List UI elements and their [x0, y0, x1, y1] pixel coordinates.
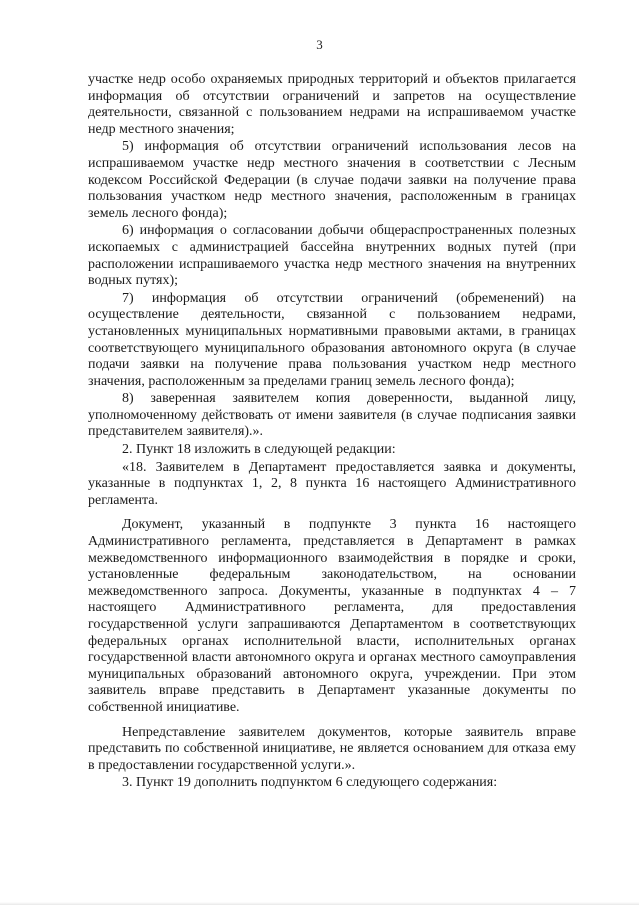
paragraph-clause-2: 2. Пункт 18 изложить в следующей редакции: [122, 442, 396, 458]
paragraph-clause-18: «18. Заявителем в Департамент предоставляется заявка и документы, указанные в подпунктах 1, 2, 8 пункта 16 настоящего Административного регламента. [88, 459, 576, 508]
paragraph-item-6: 6) информация о согласовании добычи общераспространенных полезных ископаемых с администрацией бассейна внутренних водных путей (при расположении испрашиваемого участка недр местного значения на внутренних водных путях); [88, 223, 576, 289]
paragraph-document-interagency: Документ, указанный в подпункте 3 пункта 16 настоящего Административного регламента, представляется в Департамент в рамках межведомственного информационного взаимодействия в порядке и сроки, установленные федеральным законодательством, на основании межведомственного запроса. Документы, указанные в подпунктах 4 – 7 настоящего Административного регламента, для предоставления государственной услуги запрашиваются Департаментом в соответствующих федеральных органах исполнительной власти, исполнительных органах государственной власти автономного округа и органах местного самоуправления муниципальных образований автономного округа, учреждении. При этом заявитель вправе представить в Департамент указанные документы по собственной инициативе. [88, 517, 576, 715]
document-body [88, 72, 576, 793]
paragraph-clause-3: 3. Пункт 19 дополнить подпунктом 6 следующего содержания: [122, 775, 498, 791]
paragraph-item-5: 5) информация об отсутствии ограничений использования лесов на испрашиваемом участке недр местного значения в соответствии с Лесным кодексом Российской Федерации (в случае подачи заявки на получение права пользования участком недр местного значения, расположенным в границах земель лесного фонда); [88, 139, 576, 221]
page-number: 3 [316, 37, 323, 52]
paragraph-item-8: 8) заверенная заявителем копия доверенности, выданной лицу, уполномоченному действовать от имени заявителя (в случае подписания заявки представителем заявителя).». [88, 391, 576, 440]
paragraph-non-submission: Непредставление заявителем документов, которые заявитель вправе представить по собственной инициативе, не является основанием для отказа ему в предоставлении государственной услуги.». [88, 724, 576, 773]
paragraph-continuation: участке недр особо охраняемых природных территорий и объектов прилагается информация об отсутствии ограничений и запретов на осуществление деятельности, связанной с пользованием недрами на испрашиваемом участке недр местного значения; [88, 72, 576, 137]
paragraph-item-7: 7) информация об отсутствии ограничений (обременений) на осуществление деятельности, связанной с пользованием недрами, установленных муниципальных нормативными правовыми актами, в границах соответствующего муниципального образования автономного округа (в случае подачи заявки на получение права пользования участком недр местного значения, расположенным за пределами границ земель лесного фонда); [88, 290, 576, 389]
